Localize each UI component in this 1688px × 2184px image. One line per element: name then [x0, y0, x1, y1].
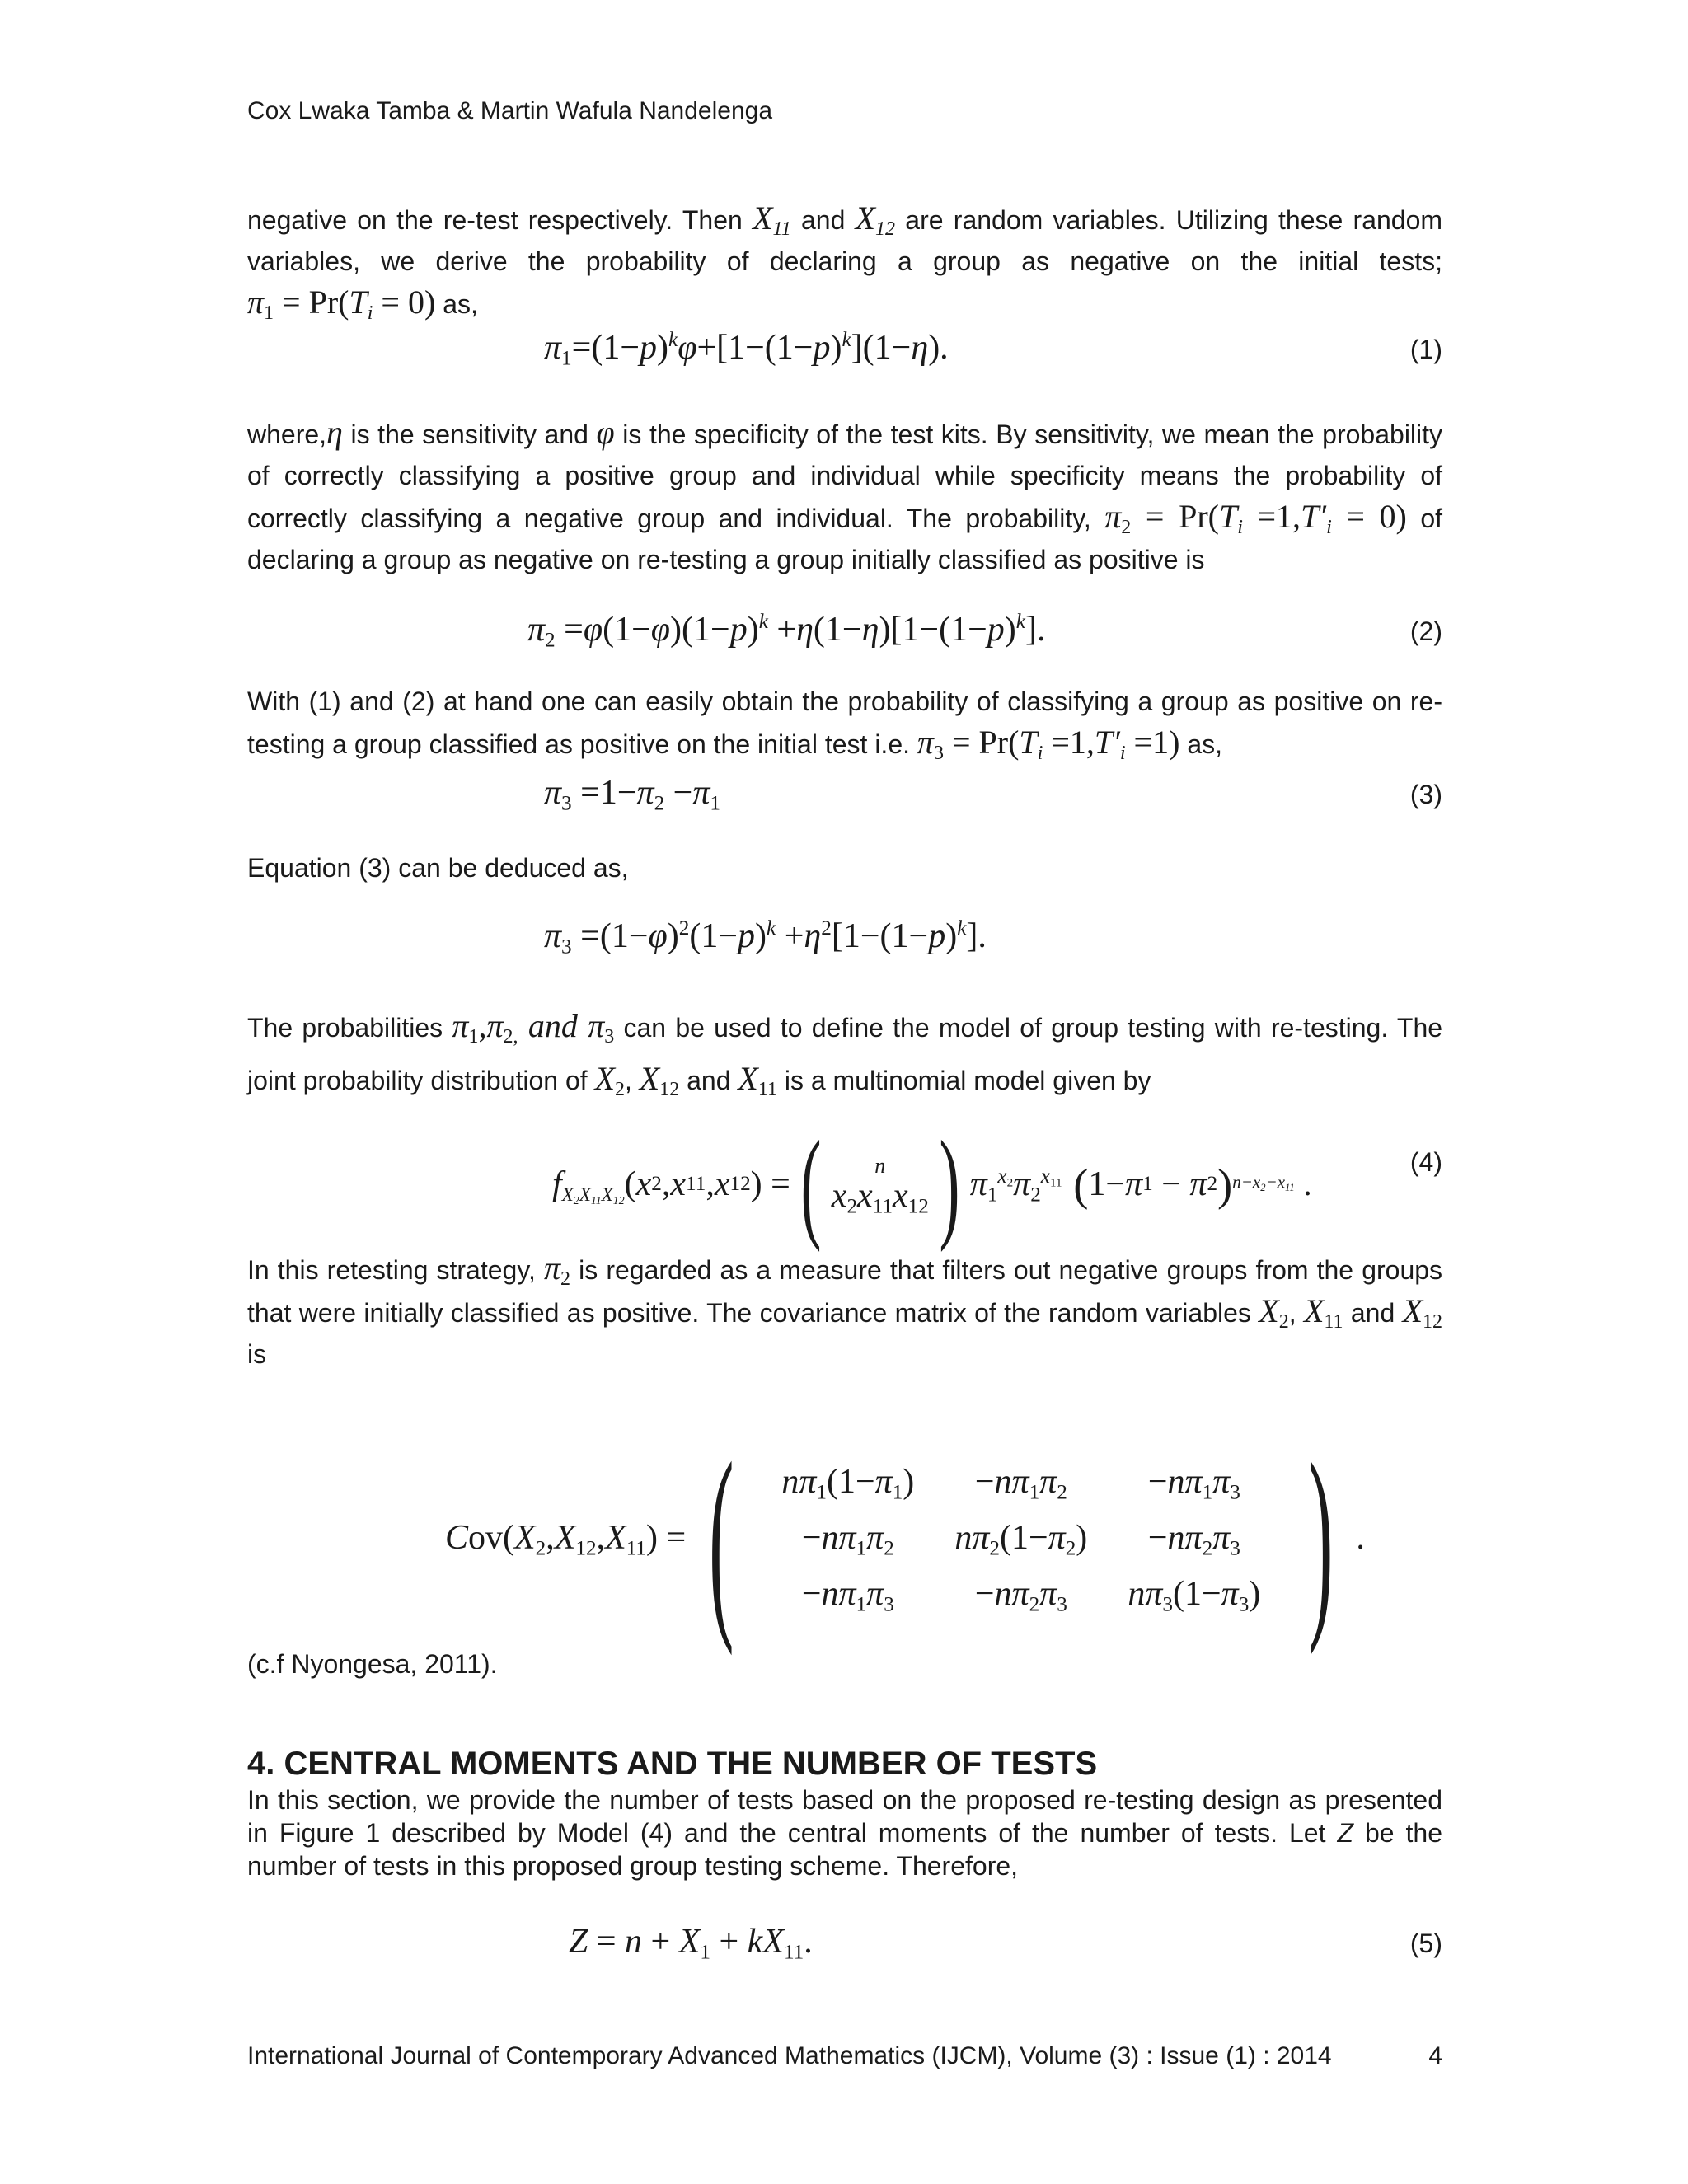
running-header: Cox Lwaka Tamba & Martin Wafula Nandelenga [247, 97, 773, 124]
paragraph-section4: In this section, we provide the number of tests based on the proposed re-testing design as presented in Figure 1 described by Model (4) and the central moments of the number of tests. Let Z be the number of tests in this proposed group testing scheme. Therefore, [247, 1785, 1443, 1881]
equation-number-4: (4) [1409, 1147, 1442, 1177]
page-number: 4 [1428, 2042, 1442, 2069]
section-heading: 4. CENTRAL MOMENTS AND THE NUMBER OF TESTS [247, 1746, 1098, 1782]
math-X11b: $X_{11}$ [738, 1060, 777, 1101]
paragraph-covariance: In this retesting strategy, $\pi_2$ is regarded as a measure that filters out negative groups from the groups that were initially classified as positive. The covariance matrix of the random variables $X_2$, $X_{11}$ and $X_{12}$ is [247, 1249, 1443, 1369]
paragraph-pi3: With (1) and (2) at hand one can easily obtain the probability of classifying a group as positive on re-testing a group classified as positive on the initial test i.e. $\pi_3 = Pr(T_i =1,T'_i =1)$ as, [247, 687, 1442, 765]
math-pi3-def: $\pi_3 = Pr(T_i =1,T'_i =1)$ [917, 724, 1180, 765]
math-X12c: $X_{12}$ [1402, 1292, 1443, 1333]
math-X2c: $X_2$ [1259, 1292, 1289, 1333]
math-pi-list: $\pi_1,\pi_{2,}$ and $\pi_3$ [452, 1007, 615, 1048]
journal-footer: International Journal of Contemporary Advanced Mathematics (IJCM), Volume (3) : Issue (1) : 2014 [247, 2042, 1332, 2069]
equation-1: $\pi_1=(1-p)^k\varphi+[1-(1-p)^k](1-\eta)$. [544, 328, 949, 370]
paragraph-intro: negative on the re-test respectively. Then $X_{11}$ and $X_{12}$ are random variables. Utilizing these random variables, we derive the probability of declaring a group as negative on the initial tests; $\pi_1 = Pr(T_i = 0)$ as, [247, 199, 1443, 325]
math-phi: φ [596, 414, 615, 451]
equation-number-1: (1) [1409, 335, 1442, 364]
equation-number-2: (2) [1409, 616, 1442, 646]
equation-number-5: (5) [1409, 1929, 1442, 1958]
equation-5: $Z = n + X_1 + kX_{11}$. [569, 1923, 813, 1964]
math-X11: $X_{11}$ [753, 199, 791, 241]
covariance-matrix: ( $n\pi_1(1-\pi_1)$ $-n\pi_1\pi_2$ $-n\pi_1\pi_3$ $-n\pi_1\pi_2$ $n\pi_2(1-\pi_2)$ $-n\pi_2\pi_3$ $-n\pi_1\pi_3$ $-n\pi_2\pi_3$ $n\pi_3(1-\pi_3)$ ) [709, 1419, 1334, 1657]
math-X2: $X_2$ [594, 1060, 625, 1101]
covariance-matrix-equation: $Cov(X_2,X_{12},X_{11})$ = ( $n\pi_1(1-\pi_1)$ $-n\pi_1\pi_2$ $-n\pi_1\pi_3$ $-n\pi_1\pi_2$ $n\pi_2(1-\pi_2)$ $-n\pi_2\pi_3$ $-n\pi_1\pi_3$ $-n\pi_2\pi_3$ $n\pi_3(1-\pi_3)$ ) . [445, 1419, 1365, 1657]
equation-2: $\pi_2 =\varphi(1-\varphi)(1-p)^k +\eta(1-\eta)[1-(1-p)^k]$. [528, 610, 1046, 652]
math-X12: $X_{12}$ [855, 199, 896, 241]
equation-4: $f_{X_2X_{11}X_{12}}$ ( x 2 , x 11 , x 12 ) = ( n $x_2x_{11}x_{12}$ ) $\pi_1^{x_2}\pi_2^{x_{11}}$ ( 1− π 1 − π 2 ) $n-x_2-x_{11}$ . [552, 1116, 1312, 1253]
math-X12b: $X_{12}$ [639, 1060, 680, 1101]
math-X11c: $X_{11}$ [1303, 1292, 1343, 1333]
equation-3: $\pi_3 =1-\pi_2 -\pi_1$ [544, 774, 720, 815]
paragraph-sensitivity: where,η is the sensitivity and φ is the specificity of the test kits. By sensitivity, we mean the probability of correctly classifying a positive group and individual while specificity means the probability of correctly classifying a negative group and individual. The probability, $\pi_2 = Pr(T_i =1,T'_i = 0)$ of declaring a group as negative on re-testing a group initially classified as positive is [247, 414, 1443, 574]
math-pi2-def: $\pi_2 = Pr(T_i =1,T'_i = 0)$ [1104, 498, 1407, 539]
equation-3-deduced: $\pi_3 =(1-\varphi)^2(1-p)^k +\eta^2[1-(1-p)^k]$. [544, 916, 987, 958]
multinomial-coefficient: ( n $x_2x_{11}x_{12}$ ) [800, 1116, 960, 1253]
paragraph-deduced: Equation (3) can be deduced as, [247, 853, 629, 883]
paragraph-multinomial: The probabilities $\pi_1,\pi_{2,}$ and $\pi_3$ can be used to define the model of group testing with re-testing. The joint probability distribution of $X_2$, $X_{12}$ and $X_{11}$ is a multinomial model given by [247, 1007, 1443, 1101]
math-eta: η [326, 414, 343, 451]
equation-number-3: (3) [1409, 780, 1442, 809]
math-pi1-def: $\pi_1 = Pr(T_i = 0)$ [247, 284, 436, 325]
math-pi2: $\pi_2$ [543, 1249, 571, 1291]
citation: (c.f Nyongesa, 2011). [247, 1649, 498, 1679]
